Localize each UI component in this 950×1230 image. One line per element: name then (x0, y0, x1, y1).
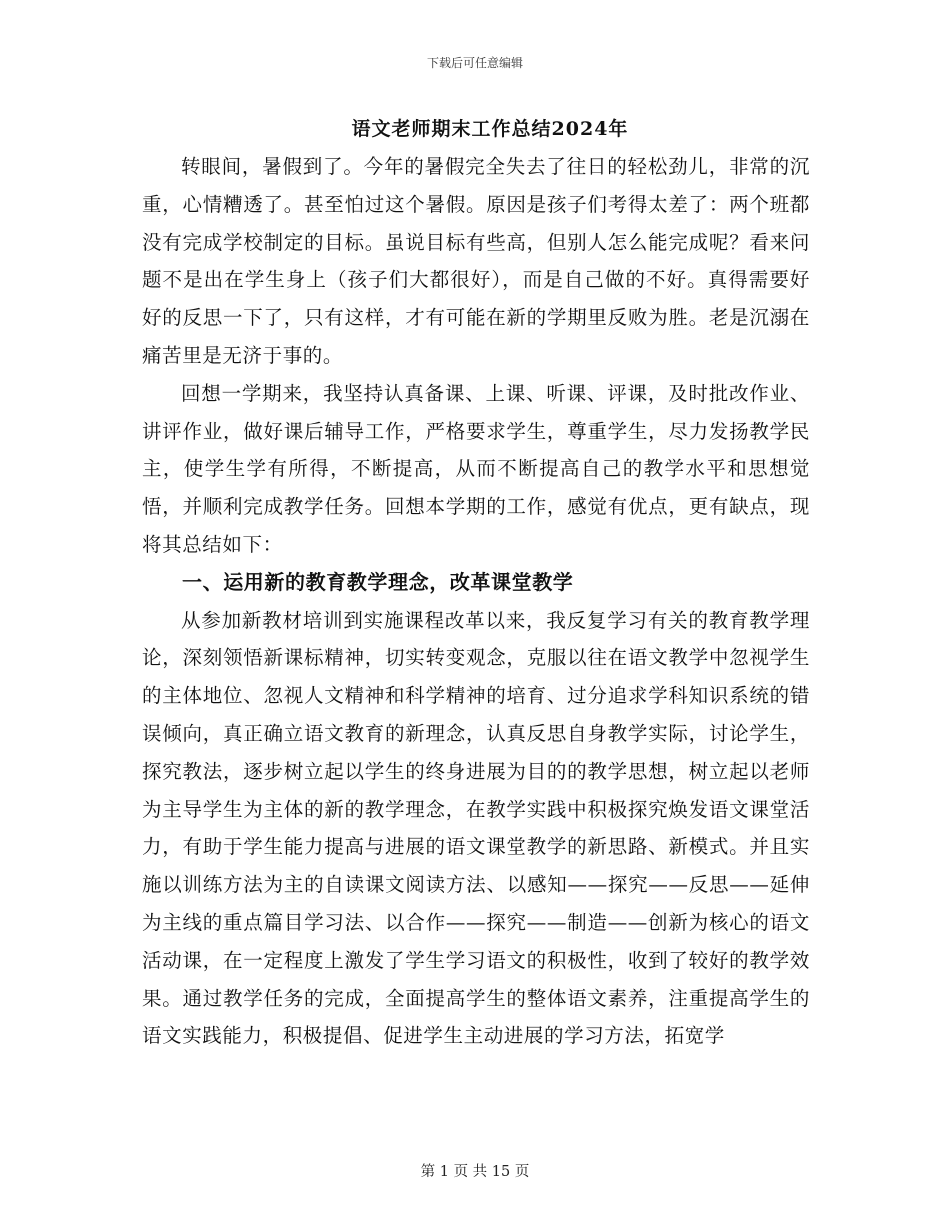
document-title: 语文老师期末工作总结2024年 (351, 118, 629, 140)
document-body (142, 148, 810, 1055)
paragraph-teaching-reform: 从参加新教材培训到实施课程改革以来，我反复学习有关的教育教学理论，深刻领悟新课标精神，切实转变观念，克服以往在语文教学中忽视学生的主体地位、忽视人文精神和科学精神的培育、过分追求学科知识系统的错误倾向，真正确立语文教育的新理念，认真反思自身教学实际，讨论学生，探究教法，逐步树立起以学生的终身进展为目的的教学思想，树立起以老师为主导学生为主体的新的教学理念，在教学实践中积极探究焕发语文课堂活力，有助于学生能力提高与进展的语文课堂教学的新思路、新模式。并且实施以训练方法为主的自读课文阅读方法、以感知——探究——反思——延伸为主线的重点篇目学习法、以合作——探究——制造——创新为核心的语文活动课，在一定程度上激发了学生学习语文的积极性，收到了较好的教学效果。通过教学任务的完成，全面提高学生的整体语文素养，注重提高学生的语文实践能力，积极提倡、促进学生主动进展的学习方法，拓宽学 (142, 608, 810, 1048)
page-footer-number: 第 1 页 共 15 页 (420, 1164, 530, 1180)
paragraph-intro: 转眼间，暑假到了。今年的暑假完全失去了往日的轻松劲儿，非常的沉重，心情糟透了。甚至怕过这个暑假。原因是孩子们考得太差了：两个班都没有完成学校制定的目标。虽说目标有些高，但别人怎么能完成呢？看来问题不是出在学生身上（孩子们大都很好），而是自己做的不好。真得需要好好的反思一下了，只有这样，才有可能在新的学期里反败为胜。老是沉溺在痛苦里是无济于事的。 (142, 155, 810, 367)
section-heading-1: 一、运用新的教育教学理念，改革课堂教学 (182, 569, 574, 594)
paragraph-review: 回想一学期来，我坚持认真备课、上课、听课、评课，及时批改作业、讲评作业，做好课后辅导工作，严格要求学生，尊重学生，尽力发扬教学民主，使学生学有所得，不断提高，从而不断提高自己的教学水平和思想觉悟，并顺利完成教学任务。回想本学期的工作，感觉有优点，更有缺点，现将其总结如下： (142, 381, 810, 556)
page-header-note: 下载后可任意编辑 (426, 56, 523, 70)
